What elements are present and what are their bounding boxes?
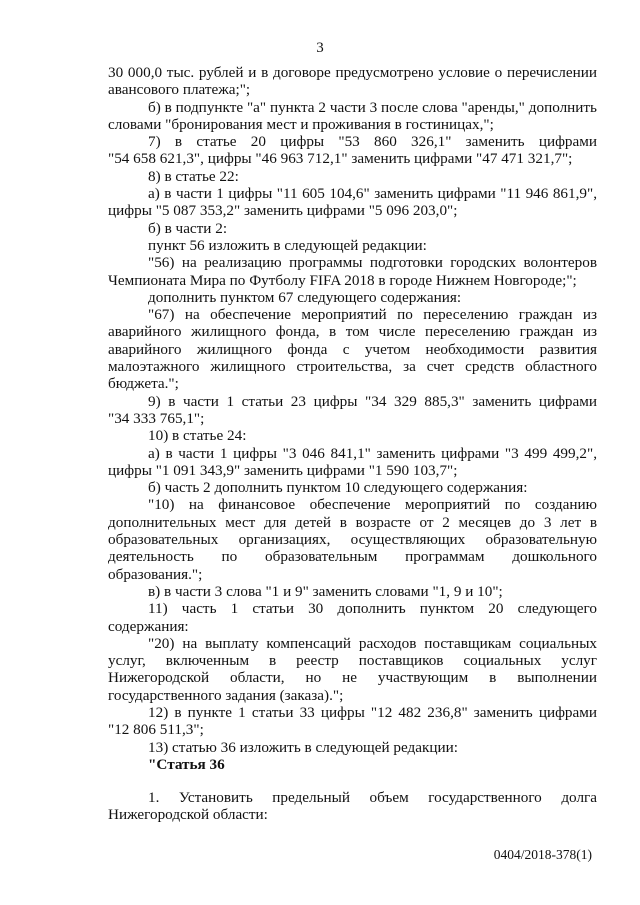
text-line: пункт 56 изложить в следующей редакции:: [148, 236, 427, 254]
text-line: словами "бронирования мест и проживания в гостиницах,";: [108, 115, 494, 133]
text-line: Нижегородской области, но не участвующим в выполнении: [108, 669, 597, 687]
text-line: а) в части 1 цифры "11 605 104,6" заменить цифрами "11 946 861,9",: [148, 185, 597, 203]
text-line: малоэтажного жилищного строительства, за счет средств областного: [108, 358, 597, 376]
text-line: "67) на обеспечение мероприятий по переселению граждан из: [148, 306, 597, 324]
text-line: государственного задания (заказа).";: [108, 686, 344, 704]
document-body: [108, 64, 597, 824]
text-line: 11) часть 1 статьи 30 дополнить пунктом 20 следующего: [148, 600, 597, 618]
text-line: аварийного жилищного фонда с учетом необходимости развития: [108, 340, 597, 358]
text-line: "54 658 621,3", цифры "46 963 712,1" заменить цифрами "47 471 321,7";: [108, 150, 573, 168]
text-line: авансового платежа;";: [108, 81, 251, 99]
text-line: 9) в части 1 статьи 23 цифры "34 329 885,3" заменить цифрами: [148, 392, 597, 410]
text-line: а) в части 1 цифры "3 046 841,1" заменить цифрами "3 499 499,2",: [148, 444, 597, 462]
text-line: цифры "1 091 343,9" заменить цифрами "1 590 103,7";: [108, 461, 458, 479]
text-line: "34 333 765,1";: [108, 409, 205, 427]
text-line: Чемпионата Мира по Футболу FIFA 2018 в городе Нижнем Новгороде;";: [108, 271, 577, 289]
text-line: 30 000,0 тыс. рублей и в договоре предусмотрено условие о перечислении: [108, 64, 597, 81]
document-code: 0404/2018-378(1): [493, 847, 592, 862]
text-line: образования.";: [108, 565, 203, 583]
text-line: 7) в статье 20 цифры "53 860 326,1" заменить цифрами: [148, 133, 597, 151]
paragraph-gap: [108, 773, 597, 789]
text-line: бюджета.";: [108, 375, 179, 393]
text-line: дополнительных мест для детей в возрасте от 2 месяцев до 3 лет в: [108, 513, 597, 531]
text-line: в) в части 3 слова "1 и 9" заменить словами "1, 9 и 10";: [148, 582, 503, 600]
text-line: 12) в пункте 1 статьи 33 цифры "12 482 236,8" заменить цифрами: [148, 703, 597, 721]
text-line: 1. Установить предельный объем государственного долга: [148, 789, 597, 807]
text-line: "56) на реализацию программы подготовки городских волонтеров: [148, 254, 597, 272]
text-line: образовательных организациях, осуществляющих образовательную: [108, 531, 597, 549]
article-heading: "Статья 36: [148, 755, 225, 773]
text-line: цифры "5 087 353,2" заменить цифрами "5 096 203,0";: [108, 202, 458, 220]
text-line: б) в части 2:: [148, 219, 228, 237]
text-line: "10) на финансовое обеспечение мероприятий по созданию: [148, 496, 597, 514]
text-line: б) часть 2 дополнить пунктом 10 следующего содержания:: [148, 479, 528, 497]
text-line: дополнить пунктом 67 следующего содержания:: [148, 288, 462, 306]
page-number: 3: [316, 40, 324, 56]
text-line: аварийного жилищного фонда, в том числе переселению граждан из: [108, 323, 597, 341]
text-line: содержания:: [108, 617, 189, 635]
text-line: 10) в статье 24:: [148, 427, 247, 445]
text-line: Нижегородской области:: [108, 806, 268, 824]
text-line: 8) в статье 22:: [148, 167, 239, 185]
text-line: "20) на выплату компенсаций расходов поставщикам социальных: [148, 634, 597, 652]
text-line: услуг, включенным в реестр поставщиков социальных услуг: [108, 652, 597, 670]
text-line: б) в подпункте "а" пункта 2 части 3 после слова "аренды," дополнить: [148, 98, 597, 116]
text-line: 13) статью 36 изложить в следующей редакции:: [148, 738, 458, 756]
text-line: деятельность по образовательным программам дошкольного: [108, 548, 597, 566]
text-line: "12 806 511,3";: [108, 721, 204, 739]
